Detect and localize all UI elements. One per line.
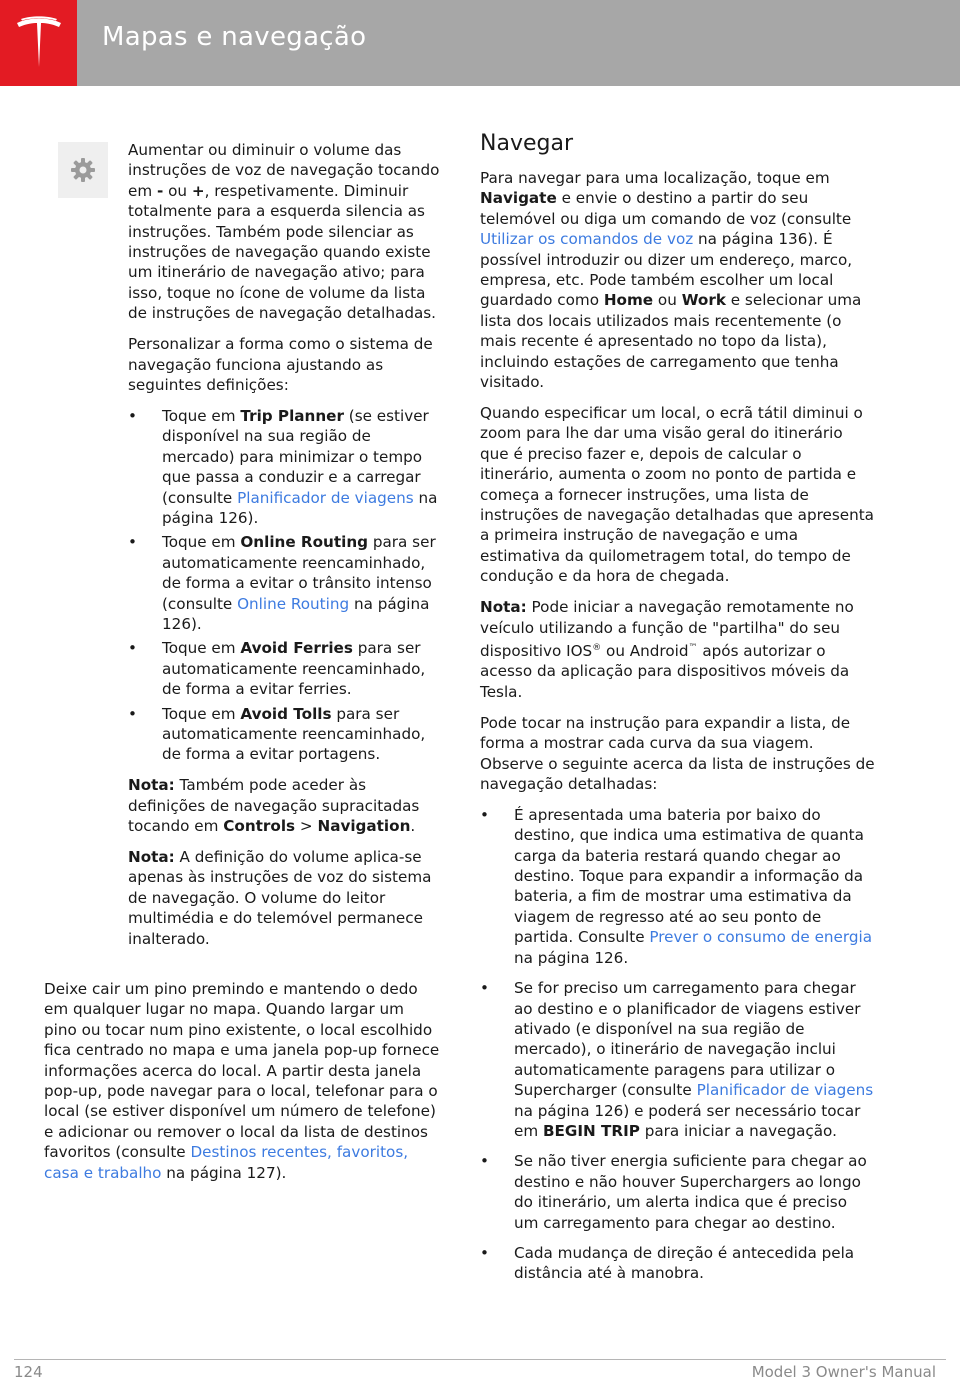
- online-routing-link[interactable]: Online Routing: [237, 594, 350, 613]
- note-volume: Nota: A definição do volume aplica-se apenas às instruções de voz do sistema de navegação. O volume do leitor multimédia e do telemóvel permanece inalterado.: [128, 848, 432, 948]
- pin-paragraph: Deixe cair um pino premindo e mantendo o dedo em qualquer lugar no mapa. Quando largar um pino ou tocar num pino existente, o local escolhido fica centrado no mapa e uma janela pop-up fornece informações acerca do local. A partir desta janela pop-up, pode navegar para o local, telefonar para o local (se estiver disponível um número de telefone) e adicionar ou remover o local da lista de destinos favoritos (consulte Destinos recentes, favoritos, casa e trabalho na página 127).: [44, 980, 440, 1182]
- list-item: • Se não tiver energia suficiente para chegar ao destino e não houver Superchargers ao longo do itinerário, um alerta indica que é preciso um carregamento para chegar ao destino.: [480, 1151, 876, 1233]
- list-item: • Toque em Avoid Ferries para ser automaticamente reencaminhado, de forma a evitar ferries.: [128, 638, 440, 699]
- list-item: • Toque em Avoid Tolls para ser automaticamente reencaminhado, de forma a evitar portagens.: [128, 704, 440, 765]
- trip-planner-link[interactable]: Planificador de viagens: [237, 488, 414, 507]
- list-item: • Toque em Trip Planner (se estiver disponível na sua região de mercado) para minimizar o tempo que passa a conduzir e a carregar (consulte Planificador de viagens na página 126).: [128, 406, 440, 528]
- zoom-paragraph: Quando especificar um local, o ecrã tátil diminui o zoom para lhe dar uma visão geral do itinerário que é preciso fazer e, depois de calcular o itinerário, aumenta o zoom no ponto de partida e começa a fornecer instruções, uma lista de instruções de navegação detalhadas que apresenta a primeira instrução de navegação e uma estimativa da quilometragem total, do tempo de condução e da hora de chegada.: [480, 403, 874, 586]
- note-controls: Nota: Também pode aceder às definições de navegação supracitadas tocando em Controls > Navigation.: [128, 776, 420, 836]
- customize-paragraph: Personalizar a forma como o sistema de navegação funciona ajustando as seguintes definições:: [128, 335, 433, 394]
- section-heading: Navegar: [480, 131, 573, 156]
- tesla-t-icon: [15, 15, 63, 71]
- page-header: [0, 0, 960, 86]
- footer-divider: [14, 1359, 946, 1360]
- favorites-link[interactable]: Destinos recentes, favoritos, casa e trabalho: [44, 1143, 409, 1182]
- gear-icon: [70, 157, 96, 183]
- list-item: • Cada mudança de direção é antecedida pela distância até à manobra.: [480, 1243, 876, 1284]
- note-remote: Nota: Pode iniciar a navegação remotamente no veículo utilizando a função de "partilha" do seu dispositivo IOS® ou Android™ após autorizar o acesso da aplicação para dispositivos móveis da Tesla.: [480, 598, 854, 701]
- volume-settings-block: [44, 140, 440, 949]
- energy-link[interactable]: Prever o consumo de energia: [649, 928, 873, 947]
- navigate-paragraph: Para navegar para uma localização, toque em Navigate e envie o destino a partir do seu telemóvel ou diga um comando de voz (consulte Utilizar os comandos de voz na página 136). É possível introduzir ou dizer um endereço, marco, empresa, etc. Pode também escolher um local guardado como Home ou Work e selecionar uma lista dos locais utilizados mais recentemente (o mais recente é apresentado no topo da lista), incluindo estações de carregamento que tenha visitado.: [480, 169, 862, 392]
- list-item: • Se for preciso um carregamento para chegar ao destino e o planificador de viagens estiver ativado (e disponível na sua região de mercado), o itinerário de navegação inclui automaticamente paragens para utilizar o Supercharger (consulte Planificador de viagens na página 126) e poderá ser necessário tocar em BEGIN TRIP para iniciar a navegação.: [480, 978, 876, 1141]
- voice-commands-link[interactable]: Utilizar os comandos de voz: [480, 230, 694, 249]
- settings-icon-box: [58, 142, 108, 198]
- list-item: • É apresentada uma bateria por baixo do destino, que indica uma estimativa de quanta carga da bateria restará quando chegar ao destino. Toque para expandir a informação da bateria, a fim de mostrar uma estimativa da viagem de regresso até ao seu ponto de partida. Consulte Prever o consumo de energia na página 126.: [480, 805, 876, 968]
- expand-paragraph: Pode tocar na instrução para expandir a lista, de forma a mostrar cada curva da sua viagem. Observe o seguinte acerca da lista de instruções de navegação detalhadas:: [480, 713, 875, 793]
- right-column: [480, 130, 876, 1294]
- trip-planner-link-2[interactable]: Planificador de viagens: [696, 1081, 874, 1100]
- settings-list: [128, 406, 440, 765]
- volume-paragraph: Aumentar ou diminuir o volume das instruções de voz de navegação tocando em - ou +, respetivamente. Diminuir totalmente para a esquerda silencia as instruções. Também pode silenciar as instruções de navegação quando existe um itinerário de navegação ativo; para isso, toque no ícone de volume da lista de instruções de navegação detalhadas.: [128, 141, 440, 323]
- left-column: [44, 140, 440, 1194]
- page-title: Mapas e navegação: [102, 22, 367, 52]
- list-item: • Toque em Online Routing para ser automaticamente reencaminhado, de forma a evitar o trânsito intenso (consulte Online Routing na página 126).: [128, 532, 440, 634]
- turn-list: [480, 805, 876, 1284]
- manual-name: Model 3 Owner's Manual: [751, 1363, 936, 1381]
- page-number: 124: [14, 1363, 43, 1381]
- tesla-logo: [0, 0, 77, 86]
